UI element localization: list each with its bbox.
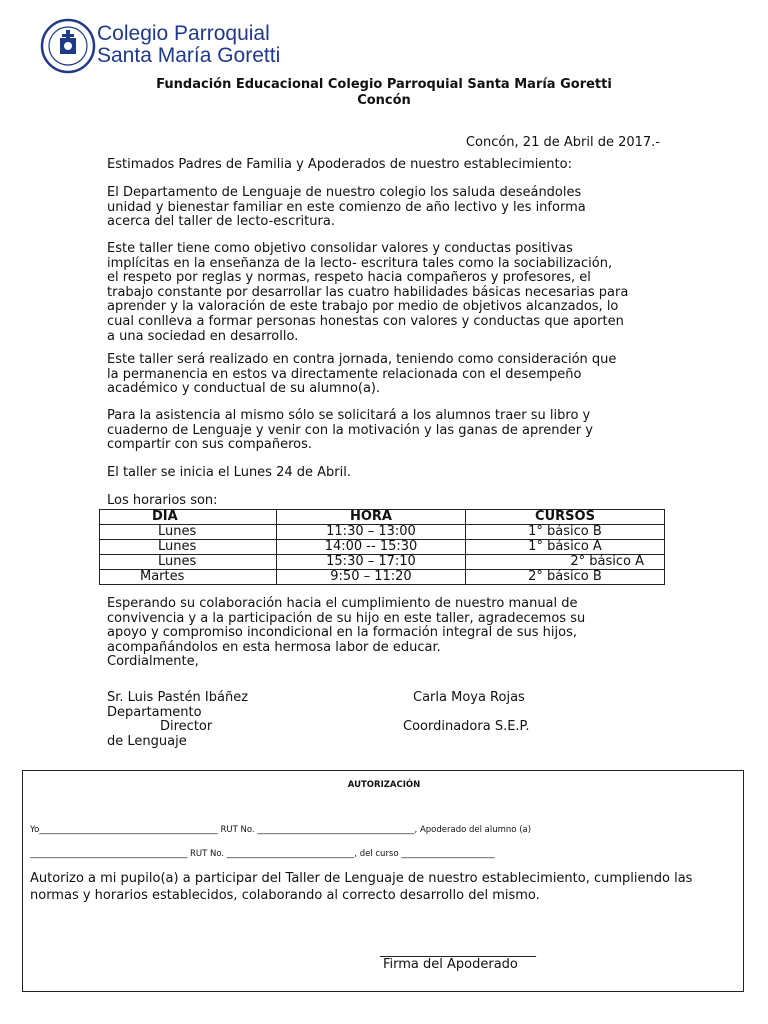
table-cell-curso: 2° básico A — [466, 555, 665, 570]
table-cell-curso: 1° básico B — [466, 525, 665, 540]
table-row — [100, 525, 665, 540]
table-cell-curso: 1° básico A — [466, 540, 665, 555]
document-subtitle: Concón — [357, 93, 411, 108]
table-cell-dia: Martes — [100, 570, 277, 585]
authorization-text-line: normas y horarios establecidos, colaborando al correcto desarrollo del mismo. — [30, 888, 540, 903]
paragraph-line: apoyo y compromiso incondicional en la formación integral de sus hijos, — [107, 625, 577, 641]
table-row — [100, 540, 665, 555]
authorization-title: AUTORIZACIÓN — [347, 780, 421, 790]
table-cell-hora: 14:00 -- 15:30 — [277, 540, 466, 555]
table-cell-dia: Lunes — [100, 525, 277, 540]
paragraph-line: a una sociedad en desarrollo. — [107, 328, 299, 344]
paragraph-line: Para la asistencia al mismo sólo se solicitará a los alumnos traer su libro y — [107, 408, 591, 423]
document-title: Fundación Educacional Colegio Parroquial Santa María Goretti — [156, 77, 612, 92]
paragraph-line: implícitas en la enseñanza de la lecto- escritura tales como la sociabilización, — [107, 255, 613, 271]
school-seal-icon — [40, 18, 96, 74]
closing: Cordialmente, — [107, 654, 199, 670]
school-name-line2: Santa María Goretti — [97, 44, 281, 67]
right-signer-name: Carla Moya Rojas — [413, 690, 525, 705]
school-name — [97, 23, 280, 67]
paragraph-line: Este taller será realizado en contra jornada, teniendo como consideración que — [107, 352, 617, 367]
table-cell-hora: 15:30 – 17:10 — [277, 555, 466, 570]
table-cell-dia: Lunes — [100, 555, 277, 570]
school-logo — [40, 18, 96, 74]
authorization-name-line[interactable]: Yo__________________________________________ RUT No. _____________________________________, Apoderado del alumno (a) — [30, 825, 532, 835]
paragraph-line: convivencia y a la participación de su hijo en este taller, agradecemos su — [107, 610, 586, 626]
left-signature-block — [107, 691, 248, 749]
table-header-dia: DIA — [100, 510, 277, 525]
paragraph-line: la permanencia en estos va directamente relacionada con el desempeño — [107, 366, 582, 382]
signature-line[interactable]: ________________________ — [380, 943, 536, 958]
right-signer-role: Coordinadora S.E.P. — [403, 719, 530, 734]
paragraph-5: El taller se inicia el Lunes 24 de Abril. — [107, 465, 351, 480]
paragraph-line: compartir con sus compañeros. — [107, 437, 313, 453]
left-signer-role: Director — [160, 719, 213, 734]
table-header-hora: HORA — [277, 510, 466, 525]
authorization-text-line: Autorizo a mi pupilo(a) a participar del Taller de Lenguaje de nuestro establecimiento, cumpliendo las — [30, 871, 693, 886]
left-signer-department: Departamento — [107, 704, 202, 720]
paragraph-line: acompañándolos en esta hermosa labor de educar. — [107, 639, 441, 655]
table-cell-hora: 11:30 – 13:00 — [277, 525, 466, 540]
greeting: Estimados Padres de Familia y Apoderados de nuestro establecimiento: — [107, 157, 572, 172]
table-cell-hora: 9:50 – 11:20 — [277, 570, 466, 585]
authorization-text — [30, 870, 746, 904]
table-row — [100, 555, 665, 570]
schedule-intro: Los horarios son: — [107, 493, 218, 508]
schedule-table — [99, 509, 665, 585]
paragraph-line: trabajo constante por desarrollar las cuatro habilidades básicas necesarias para — [107, 284, 629, 300]
table-cell-dia: Lunes — [100, 540, 277, 555]
table-row — [100, 570, 665, 585]
paragraph-line: Este taller tiene como objetivo consolidar valores y conductas positivas — [107, 241, 573, 256]
paragraph-line: unidad y bienestar familiar en este comienzo de año lectivo y les informa — [107, 199, 586, 215]
table-cell-curso: 2° básico B — [466, 570, 665, 585]
paragraph-2 — [107, 242, 660, 344]
authorization-course-line[interactable]: _____________________________________ RUT No. ______________________________, del curso ______________________ — [30, 849, 495, 859]
paragraph-line: El Departamento de Lenguaje de nuestro colegio los saluda deseándoles — [107, 185, 582, 200]
signature-label: Firma del Apoderado — [383, 957, 518, 972]
school-name-line1: Colegio Parroquial — [97, 22, 270, 45]
letter-date: Concón, 21 de Abril de 2017.- — [465, 135, 660, 150]
paragraph-3 — [107, 353, 660, 397]
paragraph-line: Esperando su colaboración hacia el cumplimiento de nuestro manual de — [107, 596, 578, 611]
paragraph-line: cual conlleva a formar personas honestas con valores y conductas que aporten — [107, 313, 624, 329]
left-signer-area: de Lenguaje — [107, 733, 187, 749]
paragraph-1 — [107, 186, 660, 230]
paragraph-line: acerca del taller de lecto-escritura. — [107, 214, 335, 230]
paragraph-line: cuaderno de Lenguaje y venir con la motivación y las ganas de aprender y — [107, 422, 593, 438]
paragraph-line: aprender y la valoración de este trabajo por medio de objetivos alcanzados, lo — [107, 299, 619, 315]
paragraph-line: el respeto por reglas y normas, respeto hacia compañeros y profesores, el — [107, 270, 591, 286]
paragraph-line: académico y conductual de su alumno(a). — [107, 381, 381, 397]
left-signer-name: Sr. Luis Pastén Ibáñez — [107, 690, 249, 705]
paragraph-4 — [107, 409, 660, 453]
table-header-row — [100, 510, 665, 525]
paragraph-6 — [107, 597, 660, 670]
table-header-cursos: CURSOS — [466, 510, 665, 525]
